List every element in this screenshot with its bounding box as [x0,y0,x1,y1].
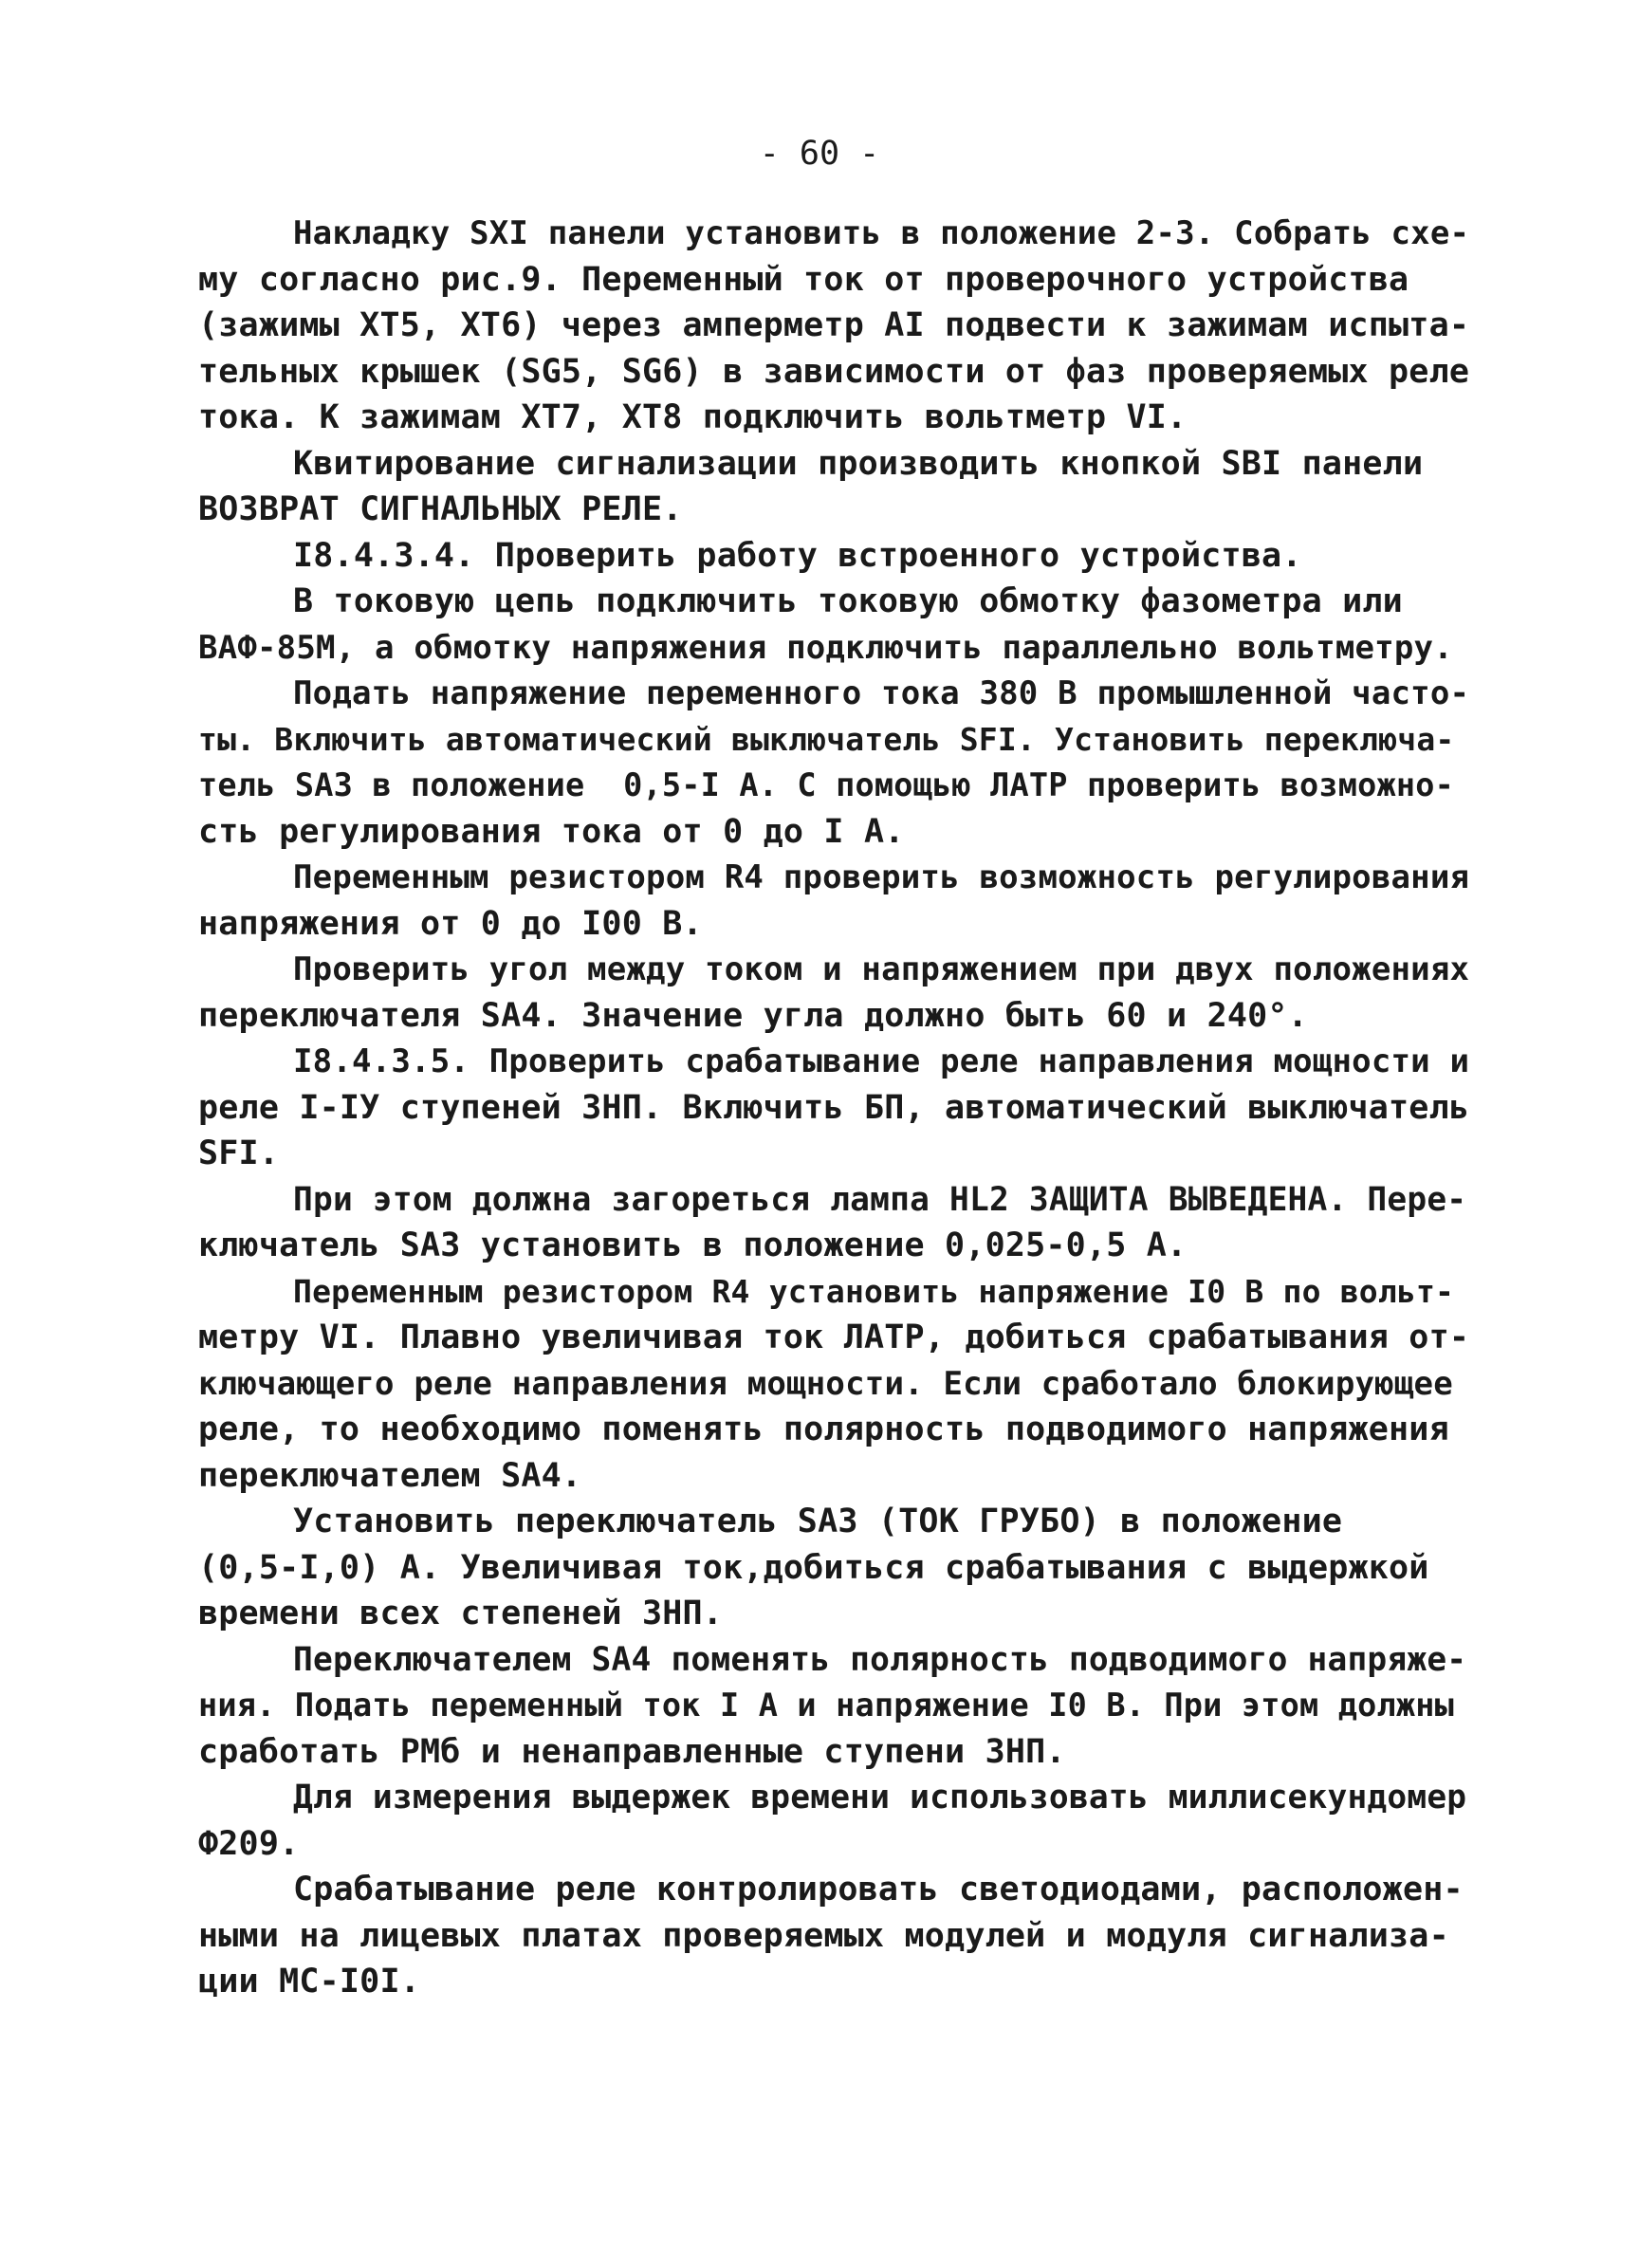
text-line: тока. К зажимам XT7, XT8 подключить вольтметр VI. [198,398,1188,436]
text-line: метру VI. Плавно увеличивая ток ЛАТР, добиться срабатывания от- [198,1318,1470,1356]
text-line: реле, то необходимо поменять полярность подводимого напряжения [198,1411,1449,1448]
text-line: ключающего реле направления мощности. Если сработало блокирующее [198,1364,1453,1403]
text-line: I8.4.3.4. Проверить работу встроенного устройства. [293,536,1302,575]
text-line: ния. Подать переменный ток I А и напряжение I0 В. При этом должны [198,1687,1454,1724]
text-line: ции МС-I0I. [198,1963,420,2001]
text-line: Квитирование сигнализации производить кнопкой SBI панели [293,444,1424,483]
text-line: ты. Включить автоматический выключатель SFI. Установить переключа- [198,720,1455,758]
text-line: Переменным резистором R4 установить напряжение I0 В по вольт- [293,1272,1455,1310]
text-line: переключателем SA4. [198,1456,582,1495]
text-line: Срабатывание реле контролировать светодиодами, расположен- [293,1871,1464,1908]
text-line: В токовую цепь подключить токовую обмотку фазометра или [293,582,1403,620]
text-line: Накладку SXI панели установить в положение 2-3. Собрать схе- [293,214,1470,252]
text-line: сть регулирования тока от 0 до I А. [198,812,905,851]
text-line: тельных крышек (SG5, SG6) в зависимости от фаз проверяемых реле [198,352,1470,391]
text-line: Для измерения выдержек времени использовать миллисекундомер [293,1779,1467,1816]
text-line: Подать напряжение переменного тока 380 В промышленной часто- [293,674,1470,712]
text-line: Переключателем SA4 поменять полярность подводимого напряже- [293,1640,1467,1679]
text-line: Ф209. [198,1824,300,1863]
text-line: При этом должна загореться лампа HL2 ЗАЩИТА ВЫВЕДЕНА. Пере- [293,1180,1467,1219]
text-line: (зажимы XT5, XT6) через амперметр AI подвести к зажимам испыта- [198,306,1470,344]
text-line: переключателя SA4. Значение угла должно быть 60 и 240°. [198,996,1308,1035]
text-line: напряжения от 0 до I00 В. [198,904,703,943]
text-line: SFI. [198,1134,280,1172]
text-line: Проверить угол между током и напряжением при двух положениях [293,950,1470,988]
text-line: Переменным резистором R4 проверить возможность регулирования [293,858,1470,896]
document-body [198,211,1469,2005]
text-line: (0,5-I,0) А. Увеличивая ток,добиться срабатывания с выдержкой [198,1548,1429,1587]
text-line: тель SA3 в положение 0,5-I А. С помощью ЛАТР проверить возможно- [198,766,1454,803]
text-line: времени всех степеней ЗНП. [198,1595,724,1632]
page-number: - 60 - [759,135,880,173]
text-line: реле I-IУ ступеней ЗНП. Включить БП, автоматический выключатель [198,1088,1470,1127]
text-line: ВАФ-85М, а обмотку напряжения подключить параллельно вольтметру. [198,628,1453,667]
text-line: сработать РМб и ненаправленные ступени ЗНП. [198,1732,1066,1771]
text-line: му согласно рис.9. Переменный ток от проверочного устройства [198,260,1409,299]
text-line: ВОЗВРАТ СИГНАЛЬНЫХ РЕЛЕ. [198,490,683,528]
text-line: Установить переключатель SA3 (ТОК ГРУБО) в положение [293,1503,1343,1540]
text-line: I8.4.3.5. Проверить срабатывание реле направления мощности и [293,1042,1470,1080]
text-line: ными на лицевых платах проверяемых модулей и модуля сигнализа- [198,1916,1449,1955]
text-line: ключатель SA3 установить в положение 0,025-0,5 А. [198,1226,1188,1264]
